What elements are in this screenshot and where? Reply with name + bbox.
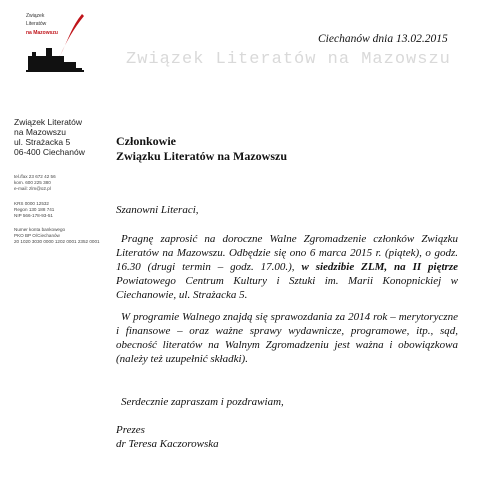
address-line: ul. Strażacka 5 bbox=[14, 137, 71, 147]
association-logo bbox=[24, 12, 86, 82]
contact-line: e-mail: zlm@o2.pl bbox=[14, 186, 51, 191]
logo-line-2: Literatów bbox=[26, 21, 47, 27]
signature-role: Prezes bbox=[116, 424, 145, 436]
sidebar-registry bbox=[14, 201, 54, 219]
greeting: Szanowni Literaci, bbox=[116, 204, 199, 216]
address-line: na Mazowszu bbox=[14, 127, 66, 137]
registry-line: Regon 130 188 741 bbox=[14, 207, 55, 212]
paragraph-invitation bbox=[116, 232, 458, 302]
recipient-block bbox=[116, 134, 287, 164]
paragraph-invitation-part-1: Pragnę zaprosić na doroczne Walne Zgromadzenie członków Związku Literatów na Mazowszu. Odbędzie się ono 6 marca 2015 r. (piątek), o godz. 16.30 (drugi termin – godz. 17.00.), bbox=[116, 233, 458, 273]
sidebar-bank bbox=[14, 227, 100, 245]
registry-line: KRS 0000 12532 bbox=[14, 201, 49, 206]
paragraph-invitation-bold: w siedzibie ZLM, na II piętrze bbox=[301, 261, 458, 273]
header-watermark: Związek Literatów na Mazowszu bbox=[126, 50, 451, 69]
recipient-line-2: Związku Literatów na Mazowszu bbox=[116, 149, 287, 163]
bank-line: Numer konta bankowego bbox=[14, 227, 66, 232]
letter-date: Ciechanów dnia 13.02.2015 bbox=[318, 33, 448, 45]
address-line: 06-400 Ciechanów bbox=[14, 147, 85, 157]
signature-name: dr Teresa Kaczorowska bbox=[116, 438, 219, 450]
closing: Serdecznie zapraszam i pozdrawiam, bbox=[121, 396, 284, 408]
paragraph-program: W programie Walnego znajdą się sprawozdania za 2014 rok – merytoryczne i finansowe – oraz ważne sprawy wydawnicze, programowe, itp., sąd, obecność literatów na Walnym Zgromadzeniu jest ważna i obowiązkowa (należy też uzupełnić składki). bbox=[116, 311, 458, 365]
contact-line: kom. 600 225 380 bbox=[14, 180, 51, 185]
contact-line: tel./fax 23 672 42 56 bbox=[14, 174, 56, 179]
bank-line: 20 1020 3030 0000 1202 0001 2352 0001 bbox=[14, 239, 100, 244]
recipient-line-1: Członkowie bbox=[116, 134, 176, 148]
quill-castle-icon bbox=[24, 12, 86, 82]
paragraph-invitation-part-2: Powiatowego Centrum Kultury i Sztuki im. Marii Konopnickiej w Ciechanowie, ul. Strażacka 5. bbox=[116, 275, 458, 301]
sidebar-contact bbox=[14, 174, 56, 192]
address-line: Związek Literatów bbox=[14, 117, 83, 127]
sidebar-address bbox=[14, 117, 85, 157]
logo-line-3: na Mazowszu bbox=[26, 30, 58, 36]
registry-line: NIP 566-178-93-51 bbox=[14, 213, 53, 218]
logo-line-1: Związek bbox=[26, 13, 45, 19]
bank-line: PKO BP O/Ciechanów bbox=[14, 233, 60, 238]
signature-block bbox=[116, 423, 458, 451]
